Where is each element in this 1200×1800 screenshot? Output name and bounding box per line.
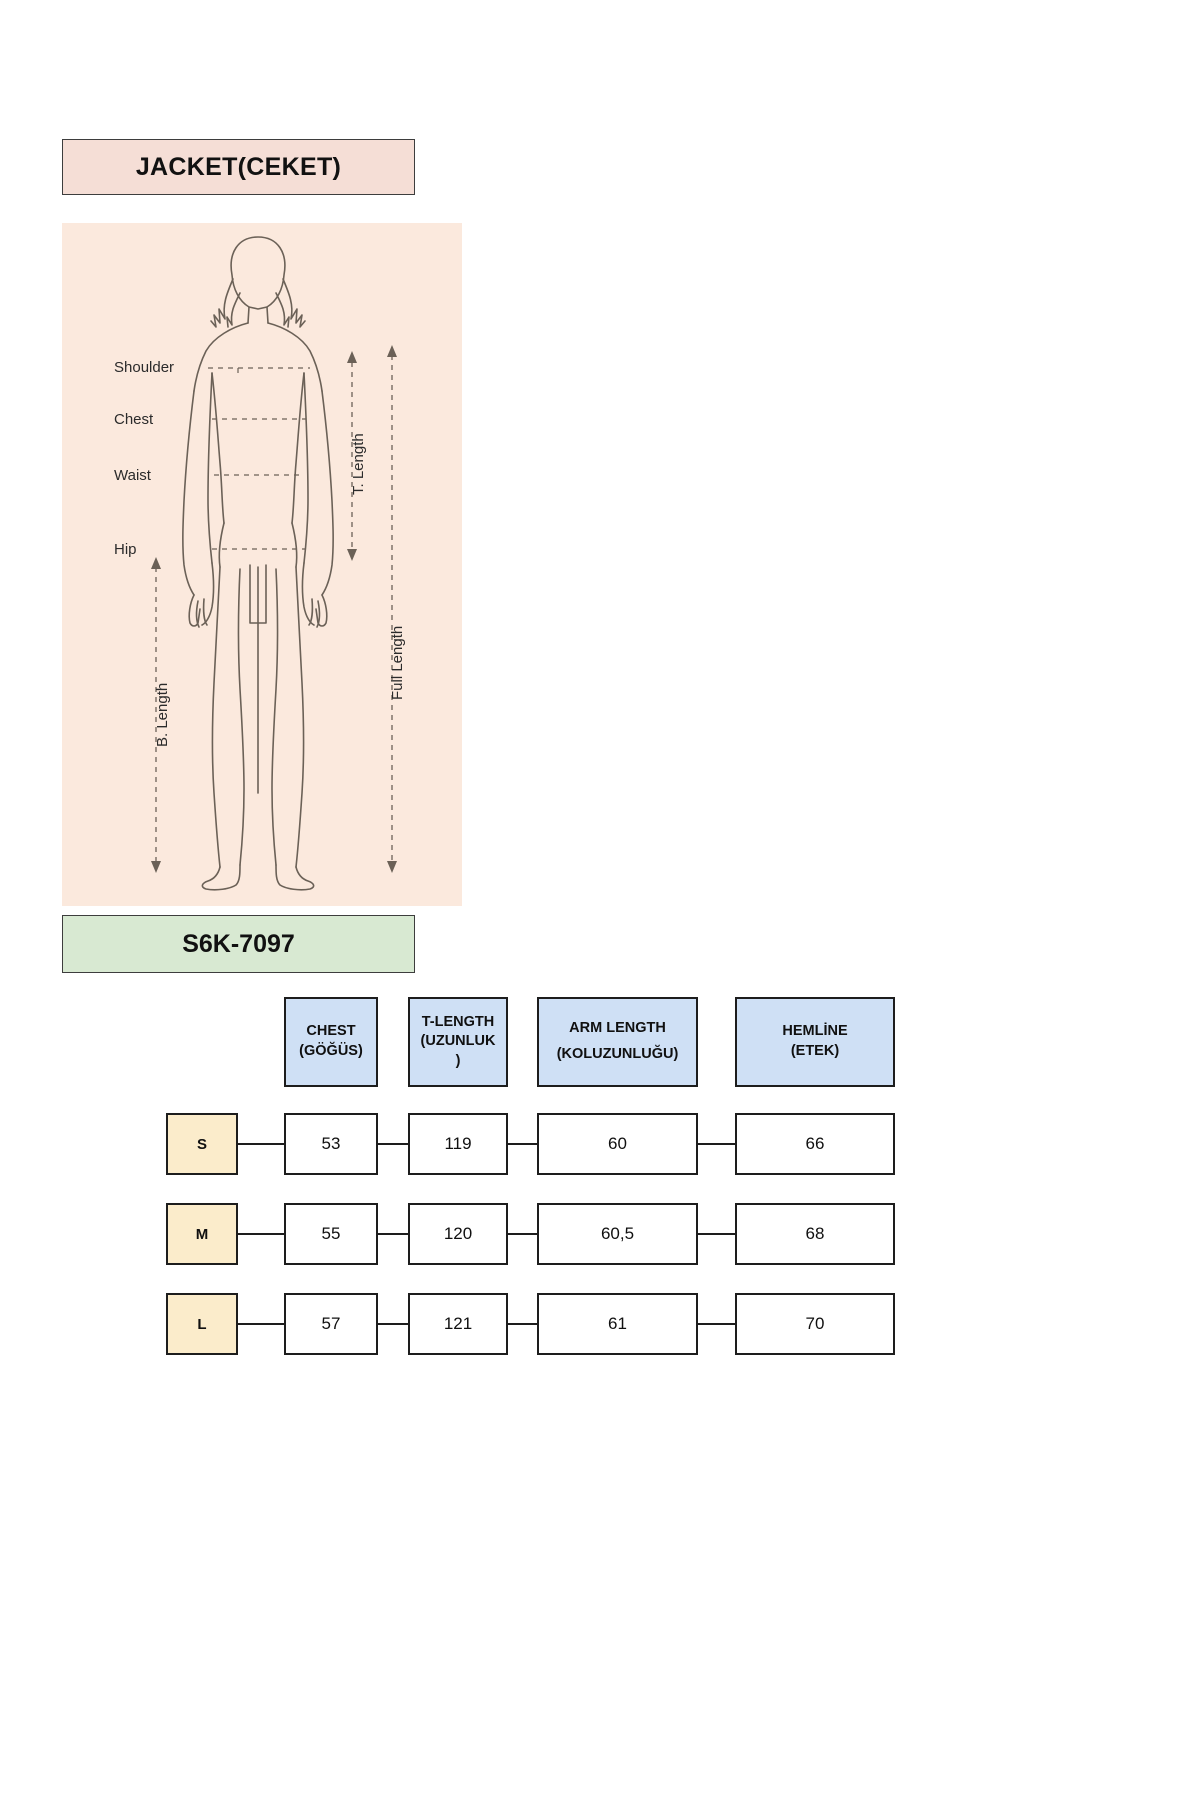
cell-s-t-length: 119 — [408, 1113, 508, 1175]
table-row-size-s: S — [166, 1113, 238, 1175]
column-header-arm-length: ARM LENGTH (KOLUZUNLUĞU) — [537, 997, 698, 1087]
cell-l-chest: 57 — [284, 1293, 378, 1355]
column-header-hemline: HEMLİNE (ETEK) — [735, 997, 895, 1087]
connector-l-4 — [698, 1323, 735, 1325]
connector-s-2 — [378, 1143, 408, 1145]
product-code: S6K-7097 — [182, 929, 295, 958]
label-shoulder: Shoulder — [114, 359, 175, 376]
connector-s-1 — [238, 1143, 284, 1145]
connector-s-3 — [508, 1143, 537, 1145]
cell-m-hemline: 68 — [735, 1203, 895, 1265]
cell-l-arm-length: 61 — [537, 1293, 698, 1355]
connector-m-3 — [508, 1233, 537, 1235]
cell-l-hemline: 70 — [735, 1293, 895, 1355]
connector-l-2 — [378, 1323, 408, 1325]
cell-s-chest: 53 — [284, 1113, 378, 1175]
cell-m-chest: 55 — [284, 1203, 378, 1265]
label-t-length: T. Length — [350, 433, 367, 495]
connector-s-4 — [698, 1143, 735, 1145]
connector-l-1 — [238, 1323, 284, 1325]
cell-m-t-length: 120 — [408, 1203, 508, 1265]
page-title: JACKET(CEKET) — [135, 152, 342, 181]
connector-m-2 — [378, 1233, 408, 1235]
table-row-size-m: M — [166, 1203, 238, 1265]
label-chest: Chest — [114, 411, 154, 428]
label-waist: Waist — [114, 467, 151, 484]
label-b-length: B. Length — [154, 682, 171, 747]
connector-m-1 — [238, 1233, 284, 1235]
connector-m-4 — [698, 1233, 735, 1235]
cell-l-t-length: 121 — [408, 1293, 508, 1355]
label-hip: Hip — [114, 541, 137, 558]
cell-s-arm-length: 60 — [537, 1113, 698, 1175]
table-row-size-l: L — [166, 1293, 238, 1355]
label-full-length: Full Length — [389, 625, 406, 700]
column-header-chest: CHEST (GÖĞÜS) — [284, 997, 378, 1087]
connector-l-3 — [508, 1323, 537, 1325]
cell-s-hemline: 66 — [735, 1113, 895, 1175]
column-header-t-length: T-LENGTH (UZUNLUK ) — [408, 997, 508, 1087]
cell-m-arm-length: 60,5 — [537, 1203, 698, 1265]
